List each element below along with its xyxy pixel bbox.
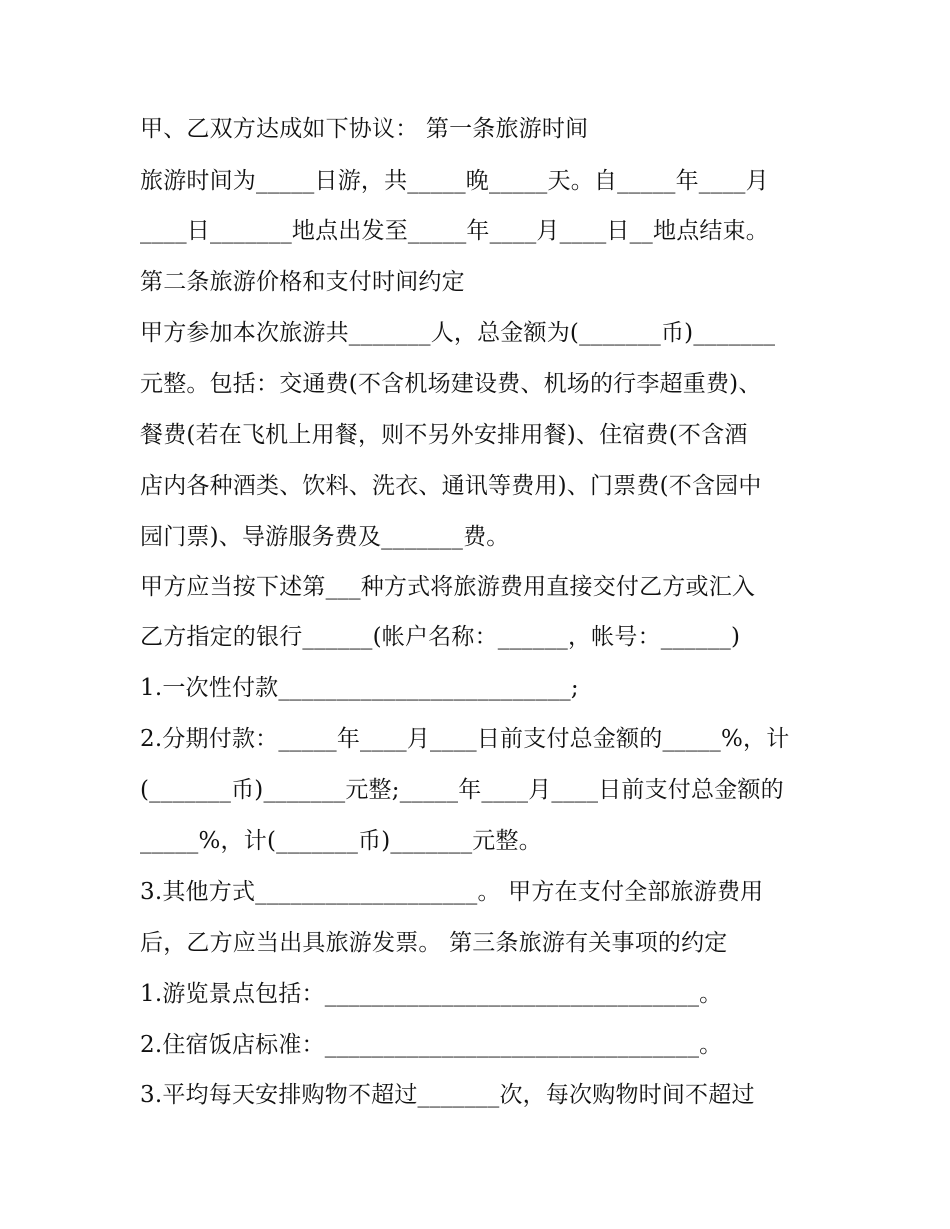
text-line-20: 3.平均每天安排购物不超过_______次，每次购物时间不超过 <box>140 1082 755 1108</box>
text-line-15: _____%，计(_______币)_______元整。 <box>140 828 542 854</box>
text-line-7: 餐费(若在飞机上用餐，则不另外安排用餐)、住宿费(不含酒 <box>140 422 748 448</box>
text-line-9: 园门票)、导游服务费及_______费。 <box>140 524 510 550</box>
text-line-14: (_______币)_______元整;_____年____月____日前支付总金额的 <box>140 777 784 803</box>
text-line-1: 甲、乙双方达成如下协议： 第一条旅游时间 <box>140 116 589 142</box>
text-line-12: 1.一次性付款_________________________; <box>140 675 579 701</box>
text-line-4: 第二条旅游价格和支付时间约定 <box>140 269 465 295</box>
text-line-16: 3.其他方式___________________。 甲方在支付全部旅游费用 <box>140 879 764 905</box>
text-line-18: 1.游览景点包括：________________________________。 <box>140 981 723 1007</box>
text-line-6: 元整。包括：交通费(不含机场建设费、机场的行李超重费)、 <box>140 371 762 397</box>
text-line-13: 2.分期付款：_____年____月____日前支付总金额的_____%，计 <box>140 726 790 752</box>
text-line-19: 2.住宿饭店标准：________________________________。 <box>140 1032 723 1058</box>
text-line-8: 店内各种酒类、饮料、洗衣、通讯等费用)、门票费(不含园中 <box>140 473 762 499</box>
text-line-17: 后，乙方应当出具旅游发票。 第三条旅游有关事项的约定 <box>140 930 728 956</box>
text-line-5: 甲方参加本次旅游共_______人，总金额为(_______币)_______ <box>140 320 776 346</box>
text-line-3: ____日_______地点出发至_____年____月____日__地点结束。 <box>140 218 769 244</box>
text-line-10: 甲方应当按下述第___种方式将旅游费用直接交付乙方或汇入 <box>140 574 756 600</box>
text-line-11: 乙方指定的银行______(帐户名称：______，帐号：______) <box>140 624 741 650</box>
text-line-2: 旅游时间为_____日游，共_____晚_____天。自_____年____月 <box>140 168 769 194</box>
